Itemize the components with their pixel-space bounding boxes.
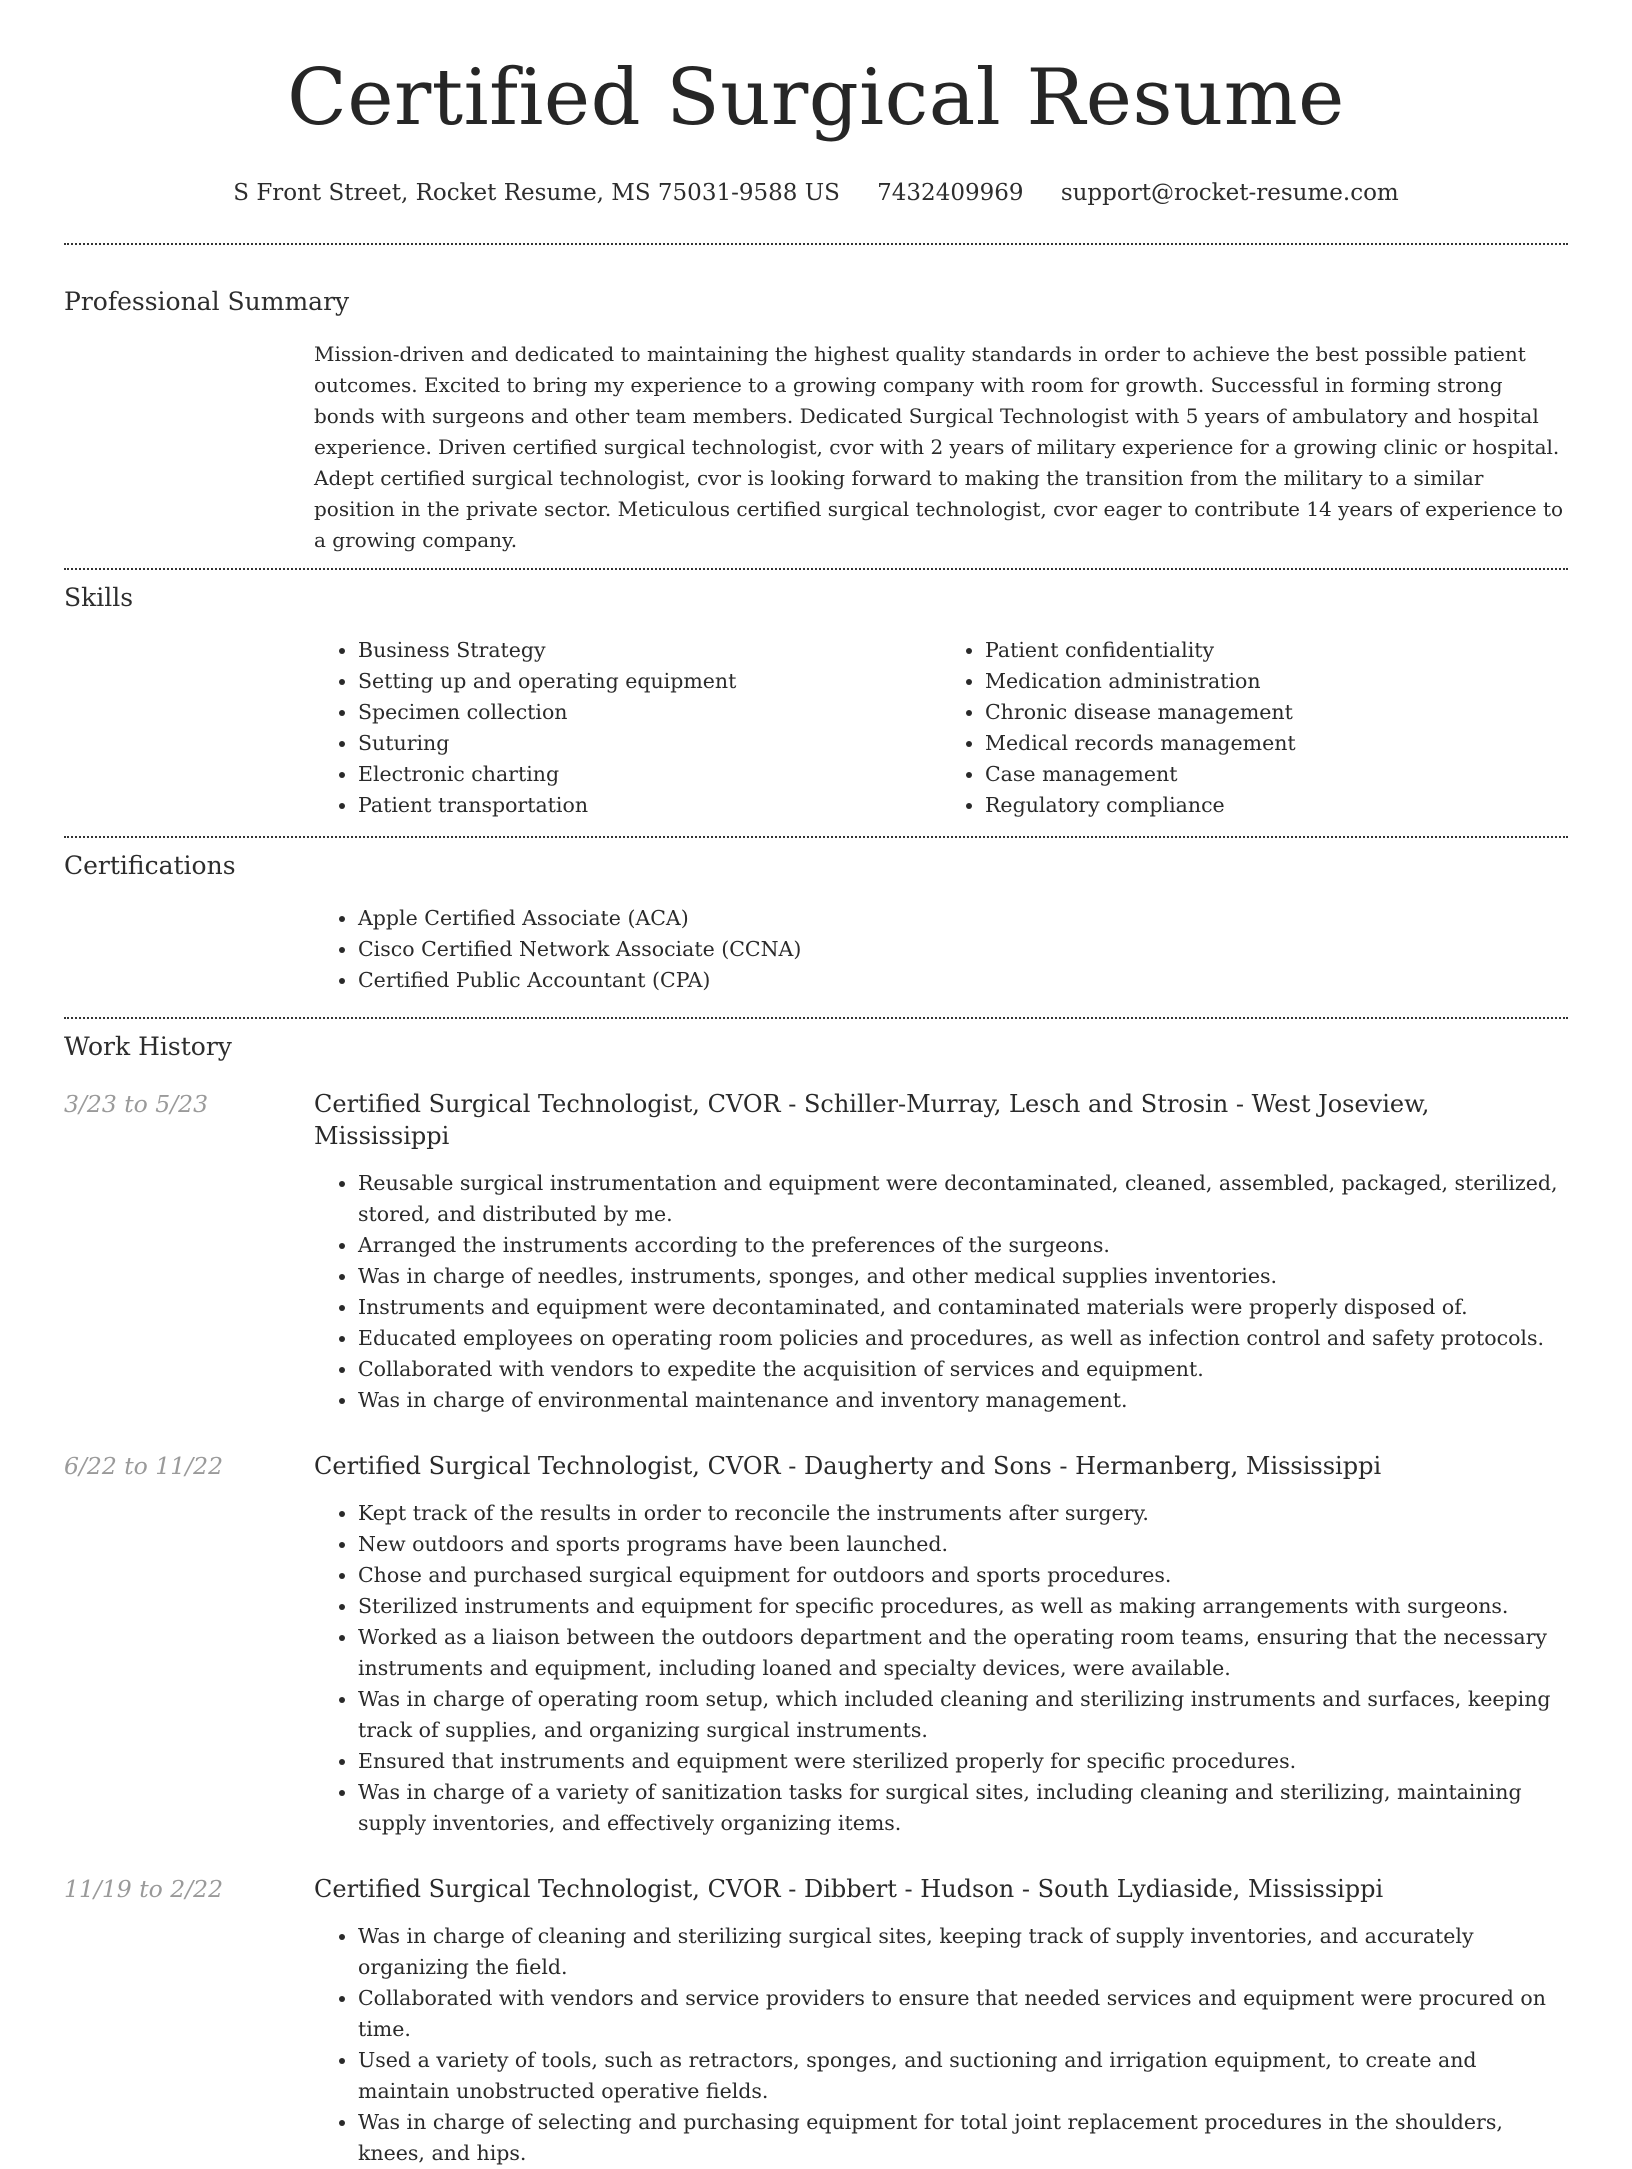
certification-item: • Apple Certified Associate (ACA) [358, 903, 1568, 934]
job-bullet: • Reusable surgical instrumentation and equipment were decontaminated, cleaned, assembled, packaged, sterilized, stored, and distributed by me. [358, 1168, 1568, 1230]
skill-item: • Medication administration [985, 666, 1568, 697]
resume-title: Certified Surgical Resume [287, 53, 1345, 143]
contact-phone: 7432409969 [877, 180, 1024, 206]
divider [64, 1017, 1568, 1019]
skill-item: • Electronic charting [358, 759, 941, 790]
skill-item: • Specimen collection [358, 697, 941, 728]
job-bullets [314, 1921, 1568, 2169]
job-bullet: • Collaborated with vendors and service providers to ensure that needed services and equipment were procured on time. [358, 1983, 1568, 2045]
certification-item: • Certified Public Accountant (CPA) [358, 965, 1568, 996]
job-bullets [314, 1168, 1568, 1416]
summary-heading: Professional Summary [64, 287, 350, 316]
job-bullet: • Ensured that instruments and equipment were sterilized properly for specific procedures. [358, 1746, 1568, 1777]
certification-item: • Cisco Certified Network Associate (CCNA) [358, 934, 1568, 965]
work-history-heading: Work History [64, 1032, 232, 1061]
job-bullet: • Was in charge of environmental maintenance and inventory management. [358, 1385, 1568, 1416]
divider [64, 568, 1568, 570]
contact-email: support@rocket-resume.com [1060, 180, 1399, 206]
job-bullet: • Was in charge of operating room setup, which included cleaning and sterilizing instruments and surfaces, keeping track of supplies, and organizing surgical instruments. [358, 1684, 1568, 1746]
skills-list-left [314, 635, 941, 821]
job-bullet: • Chose and purchased surgical equipment for outdoors and sports procedures. [358, 1560, 1568, 1591]
skill-item: • Chronic disease management [985, 697, 1568, 728]
job-bullet: • Collaborated with vendors to expedite the acquisition of services and equipment. [358, 1354, 1568, 1385]
job-entry [64, 1450, 1568, 1839]
job-title: Certified Surgical Technologist, CVOR - Daugherty and Sons - Hermanberg, Mississippi [314, 1452, 1382, 1480]
skills-heading: Skills [64, 583, 134, 612]
job-title: Certified Surgical Technologist, CVOR - Schiller-Murray, Lesch and Strosin - West Joseview, Mississippi [314, 1090, 1430, 1150]
job-bullet: • Was in charge of needles, instruments, sponges, and other medical supplies inventories. [358, 1261, 1568, 1292]
skills-section [64, 582, 1568, 821]
skill-item: • Setting up and operating equipment [358, 666, 941, 697]
work-history-section [64, 1031, 1568, 2169]
job-details [314, 1088, 1568, 1416]
certifications-section [64, 850, 1568, 996]
job-dates: 3/23 to 5/23 [64, 1090, 209, 1118]
job-bullet: • Instruments and equipment were decontaminated, and contaminated materials were properly disposed of. [358, 1292, 1568, 1323]
job-bullet: • Was in charge of cleaning and sterilizing surgical sites, keeping track of supply inventories, and accurately organizing the field. [358, 1921, 1568, 1983]
job-bullet: • New outdoors and sports programs have been launched. [358, 1529, 1568, 1560]
job-details [314, 1450, 1568, 1839]
job-title: Certified Surgical Technologist, CVOR - Dibbert - Hudson - South Lydiaside, Mississippi [314, 1875, 1384, 1903]
summary-text: Mission-driven and dedicated to maintaining the highest quality standards in order to achieve the best possible patient outcomes. Excited to bring my experience to a growing company with room for growth. Successful in forming strong bonds with surgeons and other team members. Dedicated Surgical Technologist with 5 years of ambulatory and hospital experience. Driven certified surgical technologist, cvor with 2 years of military experience for a growing clinic or hospital. Adept certified surgical technologist, cvor is looking forward to making the transition from the military to a similar position in the private sector. Meticulous certified surgical technologist, cvor eager to contribute 14 years of experience to a growing company. [314, 342, 1564, 552]
job-bullet: • Was in charge of selecting and purchasing equipment for total joint replacement procedures in the shoulders, knees, and hips. [358, 2107, 1568, 2169]
contact-line [64, 178, 1568, 208]
skill-item: • Suturing [358, 728, 941, 759]
job-bullet: • Sterilized instruments and equipment for specific procedures, as well as making arrangements with surgeons. [358, 1591, 1568, 1622]
certifications-body [314, 903, 1568, 996]
job-dates: 11/19 to 2/22 [64, 1875, 224, 1903]
skills-list-right [941, 635, 1568, 821]
skill-item: • Patient transportation [358, 790, 941, 821]
job-bullet: • Was in charge of a variety of sanitization tasks for surgical sites, including cleaning and sterilizing, maintaining supply inventories, and effectively organizing items. [358, 1777, 1568, 1839]
skill-item: • Medical records management [985, 728, 1568, 759]
job-entry [64, 1873, 1568, 2169]
certifications-heading: Certifications [64, 851, 236, 880]
job-bullet: • Arranged the instruments according to the preferences of the surgeons. [358, 1230, 1568, 1261]
skill-item: • Case management [985, 759, 1568, 790]
job-dates: 6/22 to 11/22 [64, 1452, 224, 1480]
job-details [314, 1873, 1568, 2169]
job-bullet: • Used a variety of tools, such as retractors, sponges, and suctioning and irrigation equipment, to create and maintain unobstructed operative fields. [358, 2045, 1568, 2107]
job-bullets [314, 1498, 1568, 1839]
skills-columns [314, 635, 1568, 821]
job-bullet: • Educated employees on operating room policies and procedures, as well as infection control and safety protocols. [358, 1323, 1568, 1354]
summary-section [64, 286, 1568, 556]
job-bullet: • Kept track of the results in order to reconcile the instruments after surgery. [358, 1498, 1568, 1529]
certifications-list [314, 903, 1568, 996]
contact-address: S Front Street, Rocket Resume, MS 75031-9588 US [233, 180, 840, 206]
job-bullet: • Worked as a liaison between the outdoors department and the operating room teams, ensuring that the necessary instruments and equipment, including loaned and specialty devices, were available. [358, 1622, 1568, 1684]
skill-item: • Business Strategy [358, 635, 941, 666]
divider [64, 836, 1568, 838]
skill-item: • Regulatory compliance [985, 790, 1568, 821]
job-entry [64, 1088, 1568, 1416]
skill-item: • Patient confidentiality [985, 635, 1568, 666]
divider [64, 243, 1568, 245]
